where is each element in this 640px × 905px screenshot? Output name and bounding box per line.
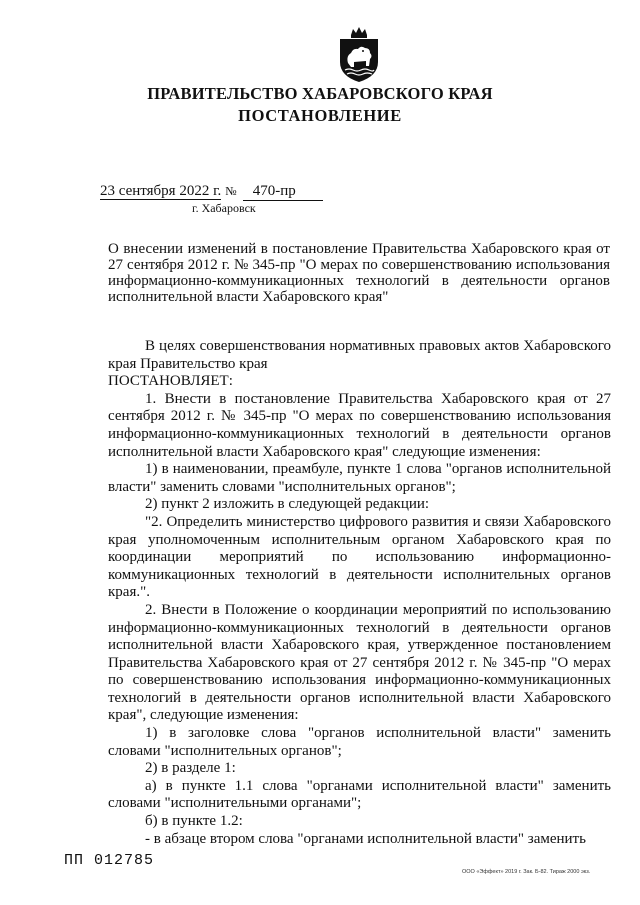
date-number-line <box>100 183 323 201</box>
document-subject: О внесении изменений в постановление Правительства Хабаровского края от 27 сентября 2012 г. № 345-пр "О мерах по совершенствованию использования информационно-коммуникационных технологий в деятельности органов исполнительной власти Хабаровского края" <box>108 241 610 305</box>
body-paragraph: 2) в разделе 1: <box>145 760 236 777</box>
body-paragraph: а) в пункте 1.1 слова "органами исполнительной власти" заменить словами "исполнительными органами"; <box>108 777 611 812</box>
number-label: № <box>225 184 237 198</box>
body-paragraph: 1) в наименовании, преамбуле, пункте 1 слова "органов исполнительной власти" заменить словами "исполнительных органов"; <box>108 461 611 495</box>
body-paragraph: 1) в заголовке слова "органов исполнительной власти" заменить словами "исполнительных органов"; <box>108 725 611 759</box>
preamble-paragraph: В целях совершенствования нормативных правовых актов Хабаровского края Правительство края <box>108 338 611 372</box>
printer-imprint: ООО «Эффект» 2019 г. Зак. Б-82. Тираж 2000 экз. <box>462 869 591 875</box>
coat-of-arms-icon <box>332 26 386 84</box>
document-body <box>108 338 611 848</box>
body-paragraph: 1. Внести в постановление Правительства Хабаровского края от 27 сентября 2012 г. № 345-пр "О мерах по совершенствованию использования информационно-коммуникационных технологий в деятельности органов исполнительной власти Хабаровского края" следующие изменения: <box>108 390 611 460</box>
body-paragraph: б) в пункте 1.2: <box>145 813 243 830</box>
document-type: ПОСТАНОВЛЕНИЕ <box>238 106 402 125</box>
form-serial-number: ПП 012785 <box>64 852 155 869</box>
body-paragraph: "2. Определить министерство цифрового развития и связи Хабаровского края уполномоченным исполнительным органом Хабаровского края по координации мероприятий по использованию информационно-коммуникационных технологий в деятельности исполнительных органов края.". <box>108 513 611 601</box>
resolves-heading: ПОСТАНОВЛЯЕТ: <box>108 373 233 390</box>
government-name: ПРАВИТЕЛЬСТВО ХАБАРОВСКОГО КРАЯ <box>147 84 493 103</box>
body-paragraph: 2. Внести в Положение о координации мероприятий по использованию информационно-коммуникационных технологий в деятельности органов исполнительной власти Хабаровского края, утвержденное постановлением Правительства Хабаровского края от 27 сентября 2012 г. № 345-пр "О мерах по совершенствованию использования информационно-коммуникационных технологий в деятельности органов исполнительной власти Хабаровского края", следующие изменения: <box>108 601 611 724</box>
body-paragraph: 2) пункт 2 изложить в следующей редакции: <box>145 496 430 513</box>
document-date: 23 сентября 2022 г. <box>100 183 222 199</box>
document-city: г. Хабаровск <box>192 201 256 215</box>
body-paragraph: - в абзаце втором слова "органами исполнительной власти" заменить <box>145 830 586 847</box>
document-number: 470-пр <box>243 183 323 201</box>
